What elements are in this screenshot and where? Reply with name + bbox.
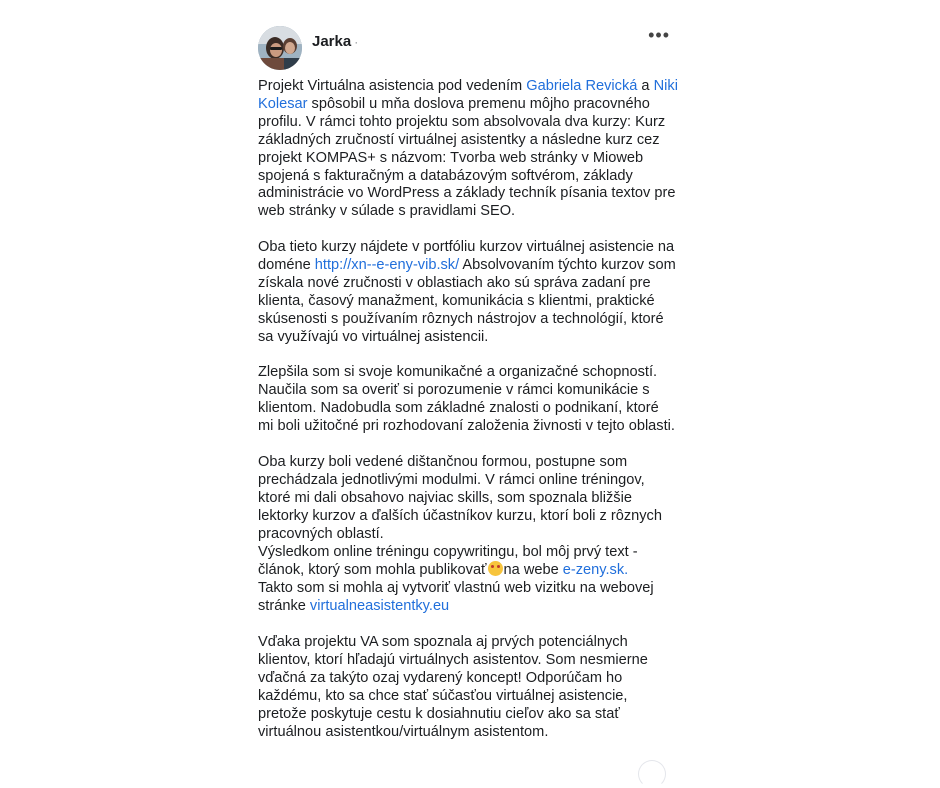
paragraph-text: Vďaka projektu VA som spoznala aj prvých potenciálnych klientov, ktorí hľadajú virtuálnych asistentov. Som nesmierne vďačná za takýto ozaj vydarený koncept! Odporúčam ho každému, kto sa chce stať súčasťou virtuálnej asistencie, pretože poskytuje cestu k dosiahnutiu cieľov ako sa stať virtuálnou asistentkou/virtuálnym asistentom. — [258, 634, 648, 740]
separator-dot: · — [354, 35, 359, 49]
paragraph-1 — [258, 78, 678, 221]
mention-link-niki[interactable]: Niki Kolesar — [258, 78, 678, 112]
paragraph-text: Výsledkom online tréningu copywritingu, bol môj prvý text - článok, ktorý som mohla publikovať — [258, 543, 638, 579]
paragraph-text: Takto som si mohla aj vytvoriť vlastnú web vizitku na webovej stránke — [258, 580, 654, 615]
mention-link-gabriela[interactable]: Gabriela Revická — [526, 78, 638, 94]
author-name[interactable]: Jarka — [312, 33, 352, 50]
paragraph-text: spôsobil u mňa doslova premenu môjho pracovného profilu. V rámci tohto projektu som absolvovala dva kurzy: Kurz základných zručností virtuálnej asistentky a následne kurz cez projekt KOMPAS+ s názvom: Tvorba web stránky v Mioweb spojená s fakturačným a databázovým softvérom, základy administrácie vo WordPress a základy techník písania textov pre web stránky v súlade s pravidlami SEO. — [258, 95, 676, 220]
post-author[interactable] — [312, 33, 358, 50]
paragraph-text: Zlepšila som si svoje komunikačné a organizačné schopností. Naučila som sa overiť si porozumenie v rámci komunikácie s klientom. Nadobudla som základné znalosti o podnikaní, ktoré mi boli užitočné pri rozhodovaní založenia živnosti v tejto oblasti. — [258, 364, 675, 435]
paragraph-2 — [258, 239, 678, 346]
paragraph-4 — [258, 454, 678, 616]
paragraph-text: Projekt Virtuálna asistencia pod vedením — [258, 78, 527, 94]
post-header — [258, 26, 680, 76]
paragraph-text: Absolvovaním týchto kurzov som získala nové zručnosti v oblastiach ako sú správa zadaní pre klienta, časový manažment, komunikácia s klientmi, praktické skúsenosti s používaním rôznych nástrojov a technológií, ktoré sa využívajú vo virtuálnej asistencii. — [258, 257, 676, 345]
post-text — [258, 78, 678, 759]
paragraph-text: Oba kurzy boli vedené dištančnou formou, postupne som prechádzala jednotlivými modulmi. V rámci online tréningov, ktoré mi dali obsahovo najviac skills, som spoznala bližšie lektorky kurzov a ďalších účastníkov kurzu, ktorí boli z rôznych pracovných oblastí. — [258, 453, 662, 542]
star-struck-emoji-icon — [488, 561, 503, 576]
facebook-post — [250, 16, 680, 788]
paragraph-text: Oba tieto kurzy nájdete v portfóliu kurzov virtuálnej asistencie na doméne — [258, 239, 675, 274]
paragraph-text: a — [637, 78, 654, 94]
paragraph-5 — [258, 634, 678, 741]
reaction-button-edge[interactable] — [638, 760, 666, 788]
avatar[interactable] — [258, 26, 302, 70]
avatar-photo-icon — [258, 26, 302, 70]
url-link-virtualneasistentky[interactable]: virtualneasistentky.eu — [309, 598, 450, 615]
more-options-icon[interactable]: ••• — [648, 25, 670, 45]
paragraph-text: na webe — [503, 562, 563, 579]
url-link-domain[interactable]: http://xn--e-eny-vib.sk/ — [314, 257, 460, 274]
url-link-e-zeny[interactable]: e-zeny.sk. — [562, 562, 629, 579]
paragraph-3 — [258, 364, 678, 436]
